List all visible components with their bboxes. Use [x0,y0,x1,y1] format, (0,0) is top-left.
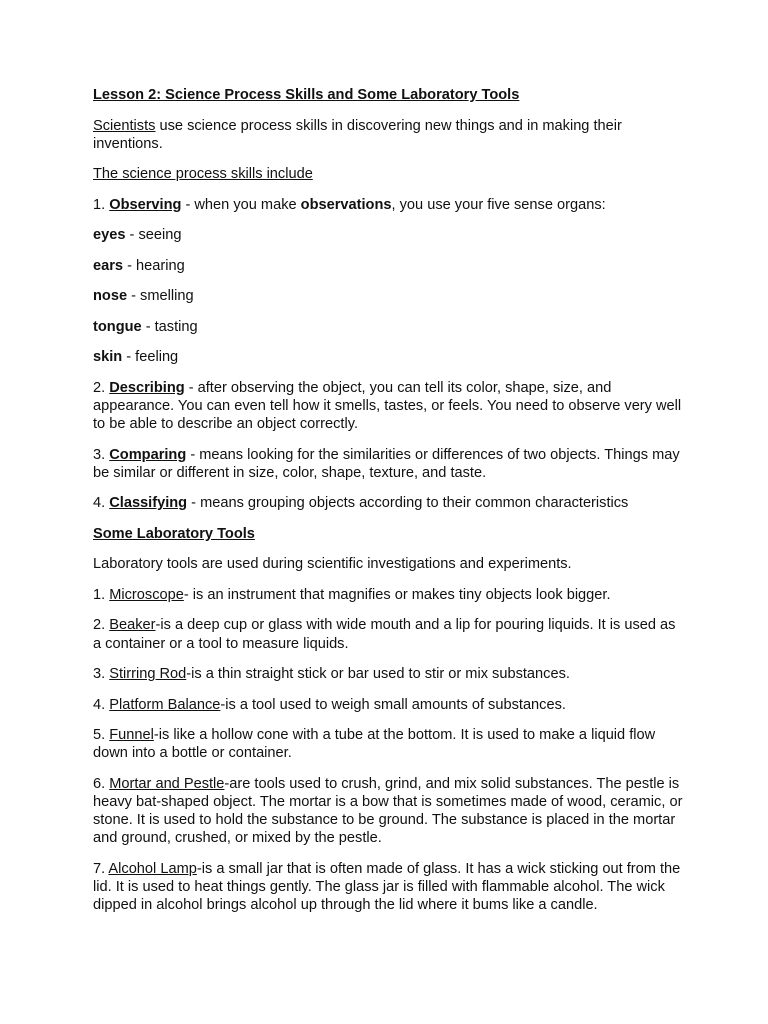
skill-text: - when you make [181,196,301,213]
skill-number: 2. [93,379,110,396]
tool-name: Beaker [109,617,156,634]
tool-name: Mortar and Pestle [109,775,225,792]
tools-heading: Some Laboratory Tools [93,525,255,542]
skill-text: - means looking for the similarities or differences of two objects. Things may be similar or different in size, color, shape, texture, and taste. [93,446,680,481]
tool-number: 6. [93,775,110,792]
sense-name: - smelling [127,288,194,305]
sense-name: - feeling [122,349,179,366]
document-page [93,86,683,927]
skill-number: 1. [93,196,110,213]
tool-text: -is a tool used to weigh small amounts of substances. [220,696,566,713]
intro-text: use science process skills in discovering new things and in making their inventions. [93,117,622,152]
tool-text: -is a thin straight stick or bar used to stir or mix substances. [186,666,570,683]
skill-bold-term: observations [300,196,392,213]
skill-text: - means grouping objects according to their common characteristics [187,495,629,512]
skill-name: Comparing [109,446,187,463]
tool-text: -is a small jar that is often made of glass. It has a wick sticking out from the lid. It is used to heat things gently. The glass jar is filled with flammable alcohol. The wick dipped in alcohol brings alcohol up through the lid where it bums like a candle. [93,860,681,914]
tool-text: - is an instrument that magnifies or makes tiny objects look bigger. [183,586,611,603]
tool-number: 3. [93,666,110,683]
tool-item-platform-balance [93,696,683,714]
sense-organ: eyes [93,227,126,244]
tool-item-microscope [93,586,683,604]
skill-classifying [93,494,683,512]
tools-intro: Laboratory tools are used during scientific investigations and experiments. [93,556,572,573]
skill-comparing [93,446,683,482]
tool-item-alcohol-lamp [93,860,683,915]
lesson-title: Lesson 2: Science Process Skills and Some Laboratory Tools [93,87,520,103]
sense-name: - hearing [123,257,185,274]
tool-item-stirring-rod [93,665,683,683]
skill-number: 3. [93,446,110,463]
tool-name: Platform Balance [109,696,221,713]
sense-organ: ears [93,257,124,274]
skill-name: Describing [109,379,185,396]
tool-text: -are tools used to crush, grind, and mix solid substances. The pestle is heavy bat-shaped object. The mortar is a bow that is sometimes made of wood, ceramic, or stone. It is used to hold the substance to be ground. The substance is placed in the mortar and ground, crushed, or mixed by the pestle. [93,775,683,847]
skill-text: , you use your five sense organs: [391,196,606,213]
tool-name: Stirring Rod [109,666,187,683]
tool-number: 5. [93,727,110,744]
scientists-term: Scientists [93,117,156,134]
sense-organ: tongue [93,318,142,335]
intro-paragraph [93,117,683,153]
skill-name: Observing [109,196,182,213]
tool-number: 7. [93,860,109,877]
sense-item-eyes [93,226,683,244]
tool-number: 2. [93,617,110,634]
skill-text: - after observing the object, you can tell its color, shape, size, and appearance. You can even tell how it smells, tastes, or feels. You need to observe very well to be able to describe an object correctly. [93,379,682,433]
skill-name: Classifying [109,495,188,512]
tool-number: 4. [93,696,110,713]
skill-number: 4. [93,495,110,512]
tool-name: Funnel [109,727,154,744]
tool-text: -is a deep cup or glass with wide mouth and a lip for pouring liquids. It is used as a container or a tool to measure liquids. [93,617,676,652]
tool-item-funnel [93,726,683,762]
tool-item-mortar-and-pestle [93,775,683,848]
sense-name: - tasting [141,318,198,335]
sense-item-tongue [93,318,683,336]
skill-describing [93,379,683,434]
skill-observing [93,196,683,214]
sense-name: - seeing [125,227,182,244]
skills-heading: The science process skills include [93,166,313,183]
sense-organ: skin [93,349,123,366]
sense-organ: nose [93,288,128,305]
tool-item-beaker [93,616,683,652]
sense-item-skin [93,348,683,366]
sense-item-ears [93,257,683,275]
tool-number: 1. [93,586,110,603]
tool-text: -is like a hollow cone with a tube at the bottom. It is used to make a liquid flow down into a bottle or container. [93,727,656,762]
tool-name: Alcohol Lamp [108,860,197,877]
sense-item-nose [93,287,683,305]
tool-name: Microscope [109,586,184,603]
